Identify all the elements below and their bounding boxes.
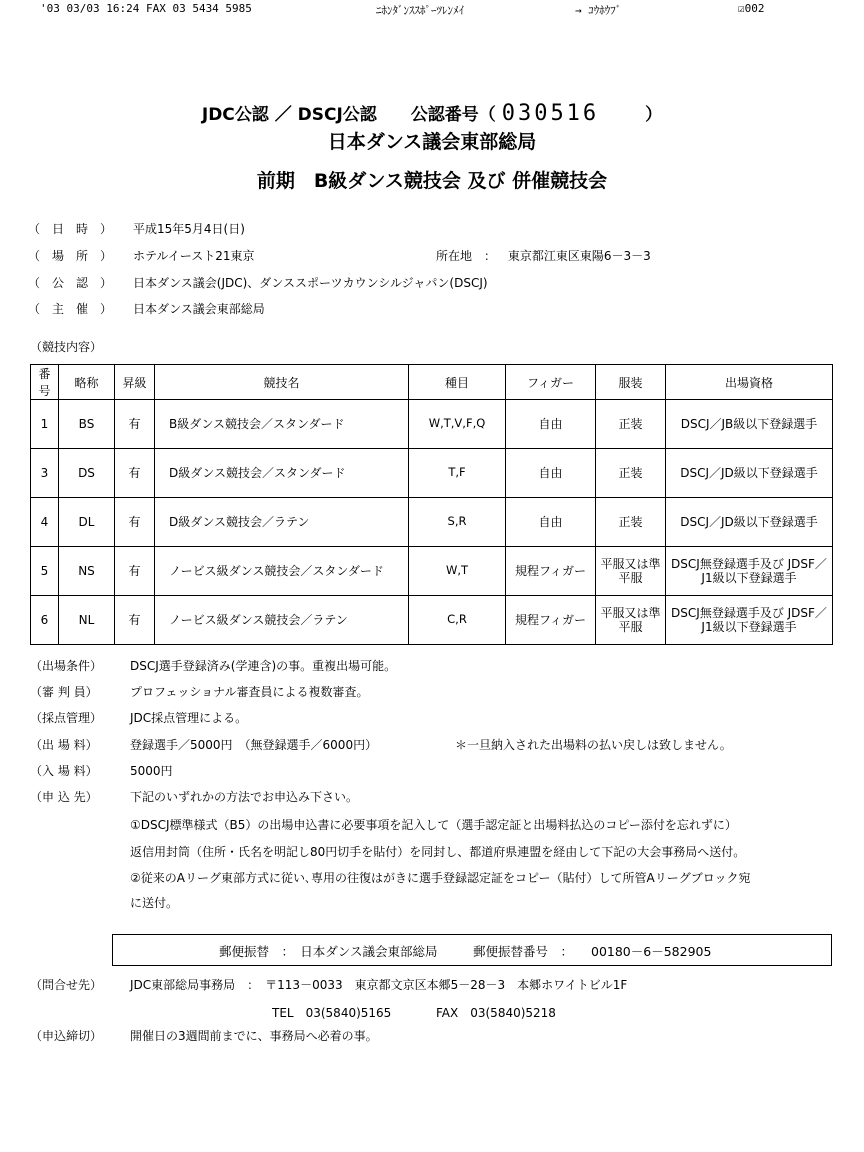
cell-abbr: BS (59, 400, 115, 449)
venue-value: ホテルイースト21東京 (133, 249, 255, 263)
event-title: 前期 B級ダンス競技会 及び 併催競技会 (256, 170, 608, 192)
cell-abbr: DL (59, 498, 115, 547)
cell-number: 5 (31, 547, 59, 596)
cell-figure: 自由 (506, 449, 596, 498)
cell-competition: B級ダンス競技会／スタンダード (155, 400, 409, 449)
cell-promotion: 有 (115, 547, 155, 596)
header-number: 番号 (31, 365, 59, 400)
cell-number: 6 (31, 596, 59, 645)
approval-label: （ 公 認 ） (28, 276, 113, 290)
table-row (31, 449, 833, 498)
cell-attire: 正装 (596, 449, 666, 498)
competition-section-label: （競技内容） (30, 340, 103, 354)
fee-note: ＊一旦納入された出場料の払い戻しは致しません。 (455, 738, 732, 752)
table-header-row (31, 365, 833, 400)
scoring-value: JDC採点管理による。 (130, 711, 248, 725)
header-events: 種目 (409, 365, 506, 400)
deadline-label: （申込締切） (30, 1029, 103, 1043)
approval-prefix: JDC公認 ／ DSCJ公認 公認番号（ (201, 105, 496, 125)
cell-number: 4 (31, 498, 59, 547)
cell-number: 3 (31, 449, 59, 498)
postal-number: 00180－6－582905 (591, 944, 712, 959)
cell-attire: 平服又は準平服 (596, 596, 666, 645)
entry-condition-value: DSCJ選手登録済み(学連含)の事。重複出場可能。 (130, 659, 397, 673)
location-value: 東京都江東区東陽6－3－3 (507, 249, 651, 263)
organizer-title: 日本ダンス議会東部総局 (327, 131, 537, 153)
header-eligibility: 出場資格 (666, 365, 833, 400)
cell-events: W,T,V,F,Q (409, 400, 506, 449)
entry-condition-label: （出場条件） (30, 659, 103, 673)
date-value: 平成15年5月4日(日) (133, 222, 245, 236)
header-promotion: 昇級 (115, 365, 155, 400)
cell-abbr: DS (59, 449, 115, 498)
cell-figure: 規程フィガー (506, 547, 596, 596)
postal-number-label: 郵便振替番号 ： (473, 944, 574, 959)
cell-competition: D級ダンス競技会／スタンダード (155, 449, 409, 498)
apply-label: （申 込 先） (30, 790, 98, 804)
cell-figure: 自由 (506, 400, 596, 449)
cell-abbr: NS (59, 547, 115, 596)
host-value: 日本ダンス議会東部総局 (133, 302, 265, 316)
scoring-label: （採点管理） (30, 711, 103, 725)
cell-eligibility: DSCJ無登録選手及び JDSF／J1級以下登録選手 (666, 596, 833, 645)
fee-value: 登録選手／5000円 （無登録選手／6000円） (130, 738, 378, 752)
postal-transfer-label: 郵便振替 ： 日本ダンス議会東部総局 (219, 944, 438, 959)
host-label: （ 主 催 ） (28, 302, 113, 316)
cell-eligibility: DSCJ／JD級以下登録選手 (666, 449, 833, 498)
contact-tel: TEL 03(5840)5165 (272, 1006, 392, 1020)
cell-eligibility: DSCJ／JD級以下登録選手 (666, 498, 833, 547)
cell-promotion: 有 (115, 596, 155, 645)
competition-table (30, 364, 833, 645)
cell-number: 1 (31, 400, 59, 449)
location-text (436, 247, 651, 264)
header-abbr: 略称 (59, 365, 115, 400)
header-figure: フィガー (506, 365, 596, 400)
postal-transfer-box (112, 934, 832, 966)
cell-attire: 正装 (596, 498, 666, 547)
method1-line2: 返信用封筒（住所・氏名を明記し80円切手を貼付）を同封し、都道府県連盟を経由して下記の大会事務局へ送付。 (130, 845, 746, 859)
cell-figure: 規程フィガー (506, 596, 596, 645)
cell-attire: 平服又は準平服 (596, 547, 666, 596)
cell-eligibility: DSCJ／JB級以下登録選手 (666, 400, 833, 449)
cell-events: T,F (409, 449, 506, 498)
judge-label: （審 判 員） (30, 685, 98, 699)
table-row (31, 547, 833, 596)
cell-events: W,T (409, 547, 506, 596)
method2-line1: ②従来のAリーグ東部方式に従い､専用の往復はがきに選手登録認定証をコピー（貼付）して所管Aリーグブロック宛 (130, 871, 751, 885)
cell-attire: 正装 (596, 400, 666, 449)
venue-label: （ 場 所 ） (28, 249, 113, 263)
deadline-value: 開催日の3週間前までに、事務局へ必着の事。 (130, 1029, 378, 1043)
apply-value: 下記のいずれかの方法でお申込み下さい。 (130, 790, 359, 804)
approval-value: 日本ダンス議会(JDC)、ダンススポーツカウンシルジャパン(DSCJ) (133, 276, 488, 290)
fax-header (0, 0, 864, 18)
header-competition: 競技名 (155, 365, 409, 400)
fax-recipient: → ｺｳﾎｳﾌﾞ (575, 4, 622, 17)
fax-timestamp: '03 03/03 16:24 FAX 03 5434 5985 (40, 2, 252, 15)
cell-promotion: 有 (115, 400, 155, 449)
cell-competition: D級ダンス競技会／ラテン (155, 498, 409, 547)
judge-value: プロフェッショナル審査員による複数審査。 (130, 685, 369, 699)
contact-fax: FAX 03(5840)5218 (436, 1006, 556, 1020)
cell-events: C,R (409, 596, 506, 645)
admission-value: 5000円 (130, 764, 173, 778)
cell-competition: ノービス級ダンス競技会／スタンダード (155, 547, 409, 596)
table-row (31, 498, 833, 547)
method1-line1: ①DSCJ標準様式（B5）の出場申込書に必要事項を記入して（選手認定証と出場料払込のコピー添付を忘れずに） (130, 818, 737, 832)
fax-page: ☑002 (738, 2, 765, 15)
cell-events: S,R (409, 498, 506, 547)
contact-label: （問合せ先） (30, 978, 103, 992)
contact-office: JDC東部総局事務局 ： 〒113－0033 東京都文京区本郷5－28－3 本郷ホワイトビル1F (130, 978, 628, 992)
cell-competition: ノービス級ダンス競技会／ラテン (155, 596, 409, 645)
cell-eligibility: DSCJ無登録選手及び JDSF／J1級以下登録選手 (666, 547, 833, 596)
method2-line2: に送付。 (130, 896, 179, 910)
approval-suffix: ） (645, 105, 663, 125)
fee-label: （出 場 料） (30, 738, 98, 752)
cell-promotion: 有 (115, 449, 155, 498)
approval-title (0, 100, 864, 126)
cell-abbr: NL (59, 596, 115, 645)
date-label: （ 日 時 ） (28, 222, 113, 236)
cell-promotion: 有 (115, 498, 155, 547)
table-row (31, 596, 833, 645)
table-row (31, 400, 833, 449)
header-attire: 服装 (596, 365, 666, 400)
approval-number: 030516 (501, 101, 600, 126)
admission-label: （入 場 料） (30, 764, 98, 778)
cell-figure: 自由 (506, 498, 596, 547)
fax-sender: ﾆﾎﾝﾀﾞﾝｽｽﾎﾟｰﾂﾚﾝﾒｲ (376, 4, 464, 17)
location-label: 所在地 ： (436, 249, 497, 263)
